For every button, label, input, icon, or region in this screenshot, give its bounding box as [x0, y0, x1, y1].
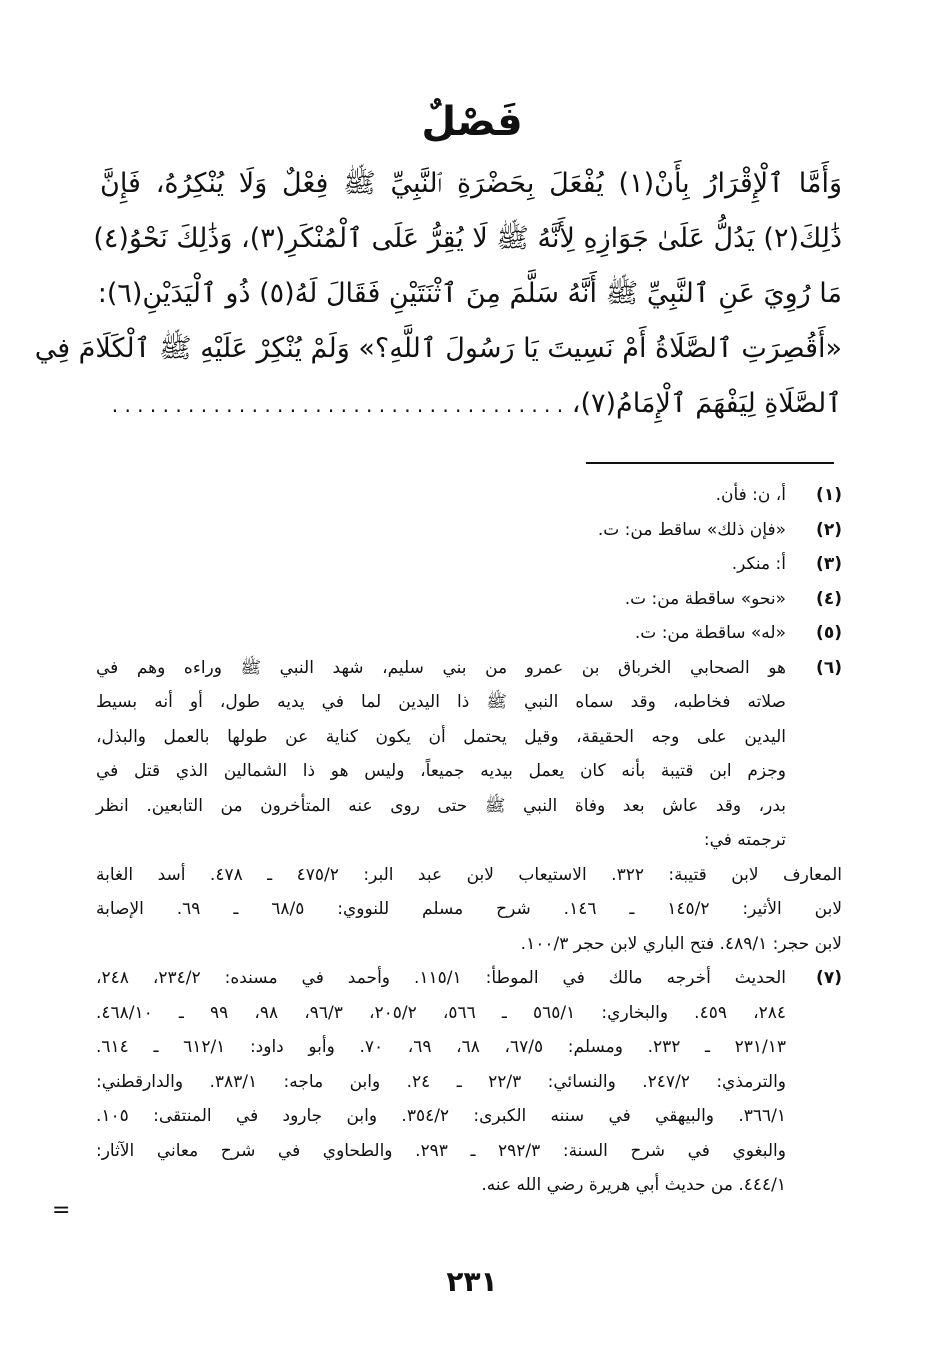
- footnote-number: (١): [816, 485, 842, 505]
- footnote-text: ترجمته في:: [703, 830, 786, 850]
- footnote-text: هو الصحابي الخرباق بن عمرو من بني سليم، شهد النبي ﷺ وراءه وهم في: [96, 657, 786, 678]
- main-text-line: «أَقُصِرَتِ ٱلصَّلَاةُ أَمْ نَسِيتَ يَا رَسُولَ ٱللَّهِ؟» وَلَمْ يُنْكِرْ عَلَيْهِ ﷺ ٱلْكَلَامَ فِي: [34, 333, 842, 364]
- footnote-text: صلاته فخاطبه، وقد سماه النبي ﷺ ذا اليدين لما في يديه طول، أو أنه بسيط: [96, 692, 786, 712]
- footnote-separator: [586, 462, 834, 464]
- footnote-text: ٢٨٤، ٤٥٩. والبخاري: ٥٦٥/١ ـ ٥٦٦، ٢٠٥/٢، ٩٦/٣، ٩٨، ٩٩ ـ ٤٦٨/١٠.: [96, 1002, 787, 1023]
- footnote-text: «فإن ذلك» ساقط من: ت.: [597, 519, 786, 540]
- continuation-mark: =: [52, 1198, 71, 1223]
- main-text-line: [100, 376, 842, 431]
- footnote-text: والترمذي: ٢٤٧/٢. والنسائي: ٢٢/٣ ـ ٢٤. وابن ماجه: ٣٨٣/١. والدارقطني:: [96, 1071, 787, 1092]
- footnote-text: أ: منكر.: [731, 554, 786, 574]
- footnote: [96, 513, 842, 548]
- footnote-text: «له» ساقطة من: ت.: [634, 623, 786, 643]
- footnote-text: الحديث أخرجه مالك في الموطأ: ١١٥/١. وأحمد في مسنده: ٢٣٤/٢، ٢٤٨،: [96, 968, 787, 988]
- footnote-number: (٤): [816, 588, 842, 609]
- footnote: [96, 961, 842, 1203]
- footnote: [96, 547, 842, 582]
- footnote-number: (٦): [816, 657, 842, 678]
- footnote-text: ٢٣١/١٣ ـ ٢٣٢. ومسلم: ٦٧/٥، ٦٨، ٦٩، ٧٠. وأبو داود: ٦١٢/١ ـ ٦١٤.: [96, 1037, 787, 1057]
- footnote-text: وجزم ابن قتيبة بأنه كان يعمل بيديه جميعاً، وليس هو ذا الشمالين الذي قتل في: [96, 761, 786, 781]
- footnote: [96, 478, 842, 513]
- main-text-line: وَأَمَّا ٱلْإِقْرَارُ بِأَنْ(١) يُفْعَلَ بِحَضْرَةِ ٱلنَّبِيِّ ﷺ فِعْلٌ وَلَا يُنْكِرُهُ، فَإِنَّ: [100, 168, 842, 199]
- main-text-line: ذَٰلِكَ(٢) يَدُلُّ عَلَىٰ جَوَازِهِ لِأَنَّهُ ﷺ لَا يُقِرُّ عَلَى ٱلْمُنْكَرِ(٣)، وَذَٰلِكَ نَحْوُ(٤): [93, 223, 842, 254]
- footnote-text: اليدين على وجه الحقيقة، وقيل يحتمل أن يكون كناية عن طولها بالعمل والبذل،: [96, 726, 786, 747]
- footnote-text: بدر، وقد عاش بعد وفاة النبي ﷺ حتى روى عنه المتأخرون من التابعين. انظر: [96, 795, 786, 816]
- footnote-reference-line: لابن حجر: ٤٨٩/١. فتح الباري لابن حجر ١٠٠/٣.: [520, 933, 842, 954]
- footnote: [96, 616, 842, 651]
- footnote-number: (٧): [816, 968, 842, 988]
- footnote-text: أ، ن: فأن.: [715, 485, 786, 505]
- footnote-number: (٢): [816, 519, 842, 540]
- main-text-last-words: ٱلصَّلَاةِ لِيَفْهَمَ ٱلْإِمَامُ(٧)،: [571, 388, 842, 419]
- section-heading: فَصْلٌ: [421, 99, 523, 145]
- page-number: ٢٣١: [446, 1265, 498, 1298]
- footnote-number: (٥): [816, 623, 842, 643]
- footnote-references: [96, 858, 842, 962]
- footnote-text: ٣٦٦/١. والبيهقي في سننه الكبرى: ٣٥٤/٢. وابن جارود في المنتقى: ١٠٥.: [96, 1106, 786, 1126]
- footnote-text: «نحو» ساقطة من: ت.: [624, 588, 786, 609]
- footnote-reference-line: المعارف لابن قتيبة: ٣٢٢. الاستيعاب لابن عبد البر: ٤٧٥/٢ ـ ٤٧٨. أسد الغابة: [96, 864, 842, 885]
- footnote: [96, 651, 842, 962]
- footnote: [96, 582, 842, 617]
- footnote-text: ٤٤٤/١. من حديث أبي هريرة رضي الله عنه.: [481, 1175, 786, 1195]
- footnotes: [96, 478, 842, 1203]
- main-text-line: مَا رُوِيَ عَنِ ٱلنَّبِيِّ ﷺ أَنَّهُ سَلَّمَ مِنَ ٱثْنَتَيْنِ فَقَالَ لَهُ(٥) ذُو ٱلْيَدَيْنِ(٦):: [97, 278, 842, 309]
- footnote-reference-line: لابن الأثير: ١٤٥/٢ ـ ١٤٦. شرح مسلم للنووي: ٦٨/٥ ـ ٦٩. الإصابة: [96, 899, 843, 919]
- main-text: [34, 156, 842, 431]
- ellipsis-dots: . . . . . . . . . . . . . . . . . . . . . . . . . . . . . . . . . . . .: [111, 393, 564, 417]
- footnote-text: والبغوي في شرح السنة: ٢٩٢/٣ ـ ٢٩٣. والطحاوي في شرح معاني الآثار:: [96, 1140, 786, 1161]
- footnote-number: (٣): [816, 554, 842, 574]
